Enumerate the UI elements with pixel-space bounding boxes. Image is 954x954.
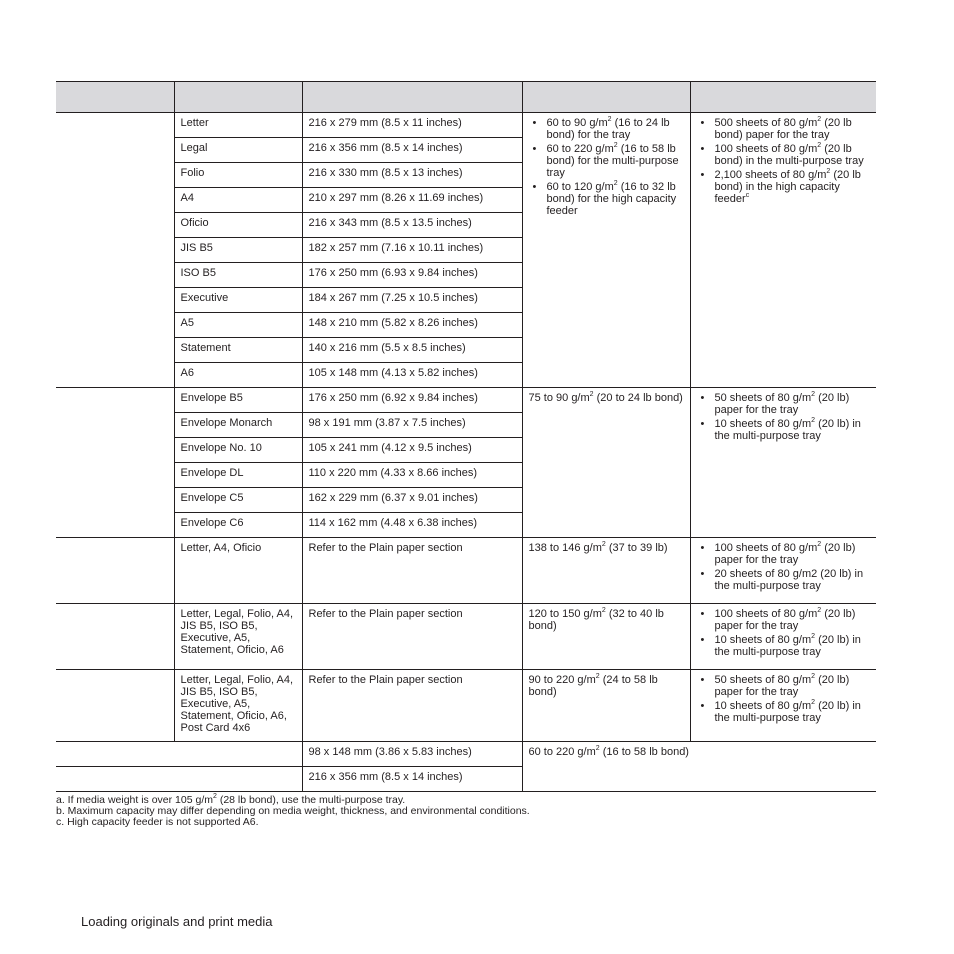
plain-dims: 216 x 343 mm (8.5 x 13.5 inches)	[308, 217, 472, 229]
custom-min-label	[56, 742, 302, 767]
media-spec-table	[56, 81, 876, 792]
group5-weight: 90 to 220 $g/m^2$ (24 to 58 lb bond)	[528, 673, 658, 698]
group3-row	[56, 538, 876, 604]
envelope-size: Envelope C5	[180, 492, 244, 504]
group3-weight: 138 to 146 $g/m^2$ (37 to 39 lb)	[528, 541, 668, 554]
plain-size: Oficio	[180, 217, 209, 229]
plain-dims: 216 x 279 mm (8.5 x 11 inches)	[308, 117, 462, 129]
group4-sizes: Letter, Legal, Folio, A4, JIS B5, ISO B5, Executive, A5, Statement, Oficio, A6	[180, 608, 294, 656]
group5-type	[56, 670, 174, 742]
footnote-a: a. If media weight is over 105 $g/m^2$ (28 lb bond), use the multi-purpose tray.	[56, 793, 406, 806]
envelope-size: Envelope Monarch	[180, 417, 273, 429]
plain-size: A5	[180, 317, 194, 329]
plain-weight: • 60 to 90 $g/m^2$ (16 to 24 lb bond) for the tray • 60 to 220 $g/m^2$ (16 to 58 lb bond) for the multi-purpose tray • 60 to 120 $g/m^2$ (16 to 32 lb bond) for the high capacity feeder	[529, 117, 684, 217]
plain-size: ISO B5	[180, 267, 216, 279]
custom-max-dims: 216 x 356 mm (8.5 x 14 inches)	[308, 771, 463, 783]
table-header-row	[56, 82, 876, 113]
envelope-type	[56, 388, 174, 538]
custom-weight: 60 to 220 $g/m^2$ (16 to 58 lb bond)	[528, 745, 689, 758]
envelope-dims: 105 x 241 mm (4.12 x 9.5 inches)	[308, 442, 472, 454]
header-capacity	[690, 82, 876, 113]
custom-min-dims: 98 x 148 mm (3.86 x 5.83 inches)	[308, 746, 472, 758]
header-dimensions	[302, 82, 522, 113]
group4-type	[56, 604, 174, 670]
envelope-capacity: • 50 sheets of 80 $g/m^2$ (20 lb) paper for the tray • 10 sheets of 80 $g/m^2$ (20 lb) in the multi-purpose tray	[697, 392, 871, 442]
plain-dims: 176 x 250 mm (6.93 x 9.84 inches)	[308, 267, 478, 279]
envelope-dims: 110 x 220 mm (4.33 x 8.66 inches)	[308, 467, 478, 479]
plain-dims: 184 x 267 mm (7.25 x 10.5 inches)	[308, 292, 478, 304]
plain-dims: 140 x 216 mm (5.5 x 8.5 inches)	[308, 342, 466, 354]
group4-row	[56, 604, 876, 670]
plain-dims: 216 x 330 mm (8.5 x 13 inches)	[308, 167, 463, 179]
envelope-size: Envelope No. 10	[180, 442, 262, 454]
plain-size: A6	[180, 367, 194, 379]
envelope-size: Envelope DL	[180, 467, 244, 479]
group5-dims: Refer to the Plain paper section	[308, 674, 463, 686]
header-size	[174, 82, 302, 113]
plain-dims: 105 x 148 mm (4.13 x 5.82 inches)	[308, 367, 478, 379]
group5-row	[56, 670, 876, 742]
plain-dims: 210 x 297 mm (8.26 x 11.69 inches)	[308, 192, 484, 204]
envelope-dims: 176 x 250 mm (6.92 x 9.84 inches)	[308, 392, 478, 404]
envelope-size: Envelope C6	[180, 517, 244, 529]
footnotes	[56, 795, 530, 828]
group3-type	[56, 538, 174, 604]
plain-paper-group	[56, 113, 876, 388]
plain-size: JIS B5	[180, 242, 213, 254]
group3-capacity: • 100 sheets of 80 $g/m^2$ (20 lb) paper for the tray • 20 sheets of 80 g/m2 (20 lb) in the multi-purpose tray	[697, 542, 871, 592]
group4-capacity: • 100 sheets of 80 $g/m^2$ (20 lb) paper for the tray • 10 sheets of 80 $g/m^2$ (20 lb) in the multi-purpose tray	[697, 608, 871, 658]
plain-size: Executive	[180, 292, 229, 304]
envelope-dims: 114 x 162 mm (4.48 x 6.38 inches)	[308, 517, 478, 529]
group5-capacity: • 50 sheets of 80 $g/m^2$ (20 lb) paper for the tray • 10 sheets of 80 $g/m^2$ (20 lb) in the multi-purpose tray	[697, 674, 871, 724]
footnote-b: b. Maximum capacity may differ depending on media weight, thickness, and environmental conditions.	[56, 805, 530, 817]
group3-sizes: Letter, A4, Oficio	[180, 542, 262, 554]
custom-min-row	[56, 742, 876, 767]
plain-dims: 148 x 210 mm (5.82 x 8.26 inches)	[308, 317, 478, 329]
footnote-c: c. High capacity feeder is not supported A6.	[56, 816, 259, 828]
plain-size: Folio	[180, 167, 205, 179]
custom-max-label	[56, 767, 302, 792]
plain-dims: 182 x 257 mm (7.16 x 10.11 inches)	[308, 242, 484, 254]
plain-capacity: • 500 sheets of 80 $g/m^2$ (20 lb bond) paper for the tray • 100 sheets of 80 $g/m^2$ (20 lb bond) in the multi-purpose tray • 2,100 sheets of 80 $g/m^2$ (20 lb bond) in the high capacity feeder$^c$	[697, 117, 871, 205]
envelope-dims: 98 x 191 mm (3.87 x 7.5 inches)	[308, 417, 466, 429]
envelope-size: Envelope B5	[180, 392, 243, 404]
plain-size: A4	[180, 192, 194, 204]
plain-size: Statement	[180, 342, 231, 354]
envelope-group	[56, 388, 876, 538]
page-footer: Loading originals and print media	[81, 914, 273, 929]
header-type	[56, 82, 174, 113]
envelope-row	[56, 388, 876, 413]
plain-type	[56, 113, 174, 388]
header-weight	[522, 82, 690, 113]
group3-dims: Refer to the Plain paper section	[308, 542, 463, 554]
plain-dims: 216 x 356 mm (8.5 x 14 inches)	[308, 142, 463, 154]
plain-size: Letter	[180, 117, 209, 129]
plain-size: Legal	[180, 142, 208, 154]
group5-sizes: Letter, Legal, Folio, A4, JIS B5, ISO B5, Executive, A5, Statement, Oficio, A6, Post Card 4x6	[180, 674, 294, 734]
group4-dims: Refer to the Plain paper section	[308, 608, 463, 620]
plain-row	[56, 113, 876, 138]
envelope-dims: 162 x 229 mm (6.37 x 9.01 inches)	[308, 492, 478, 504]
group4-weight: 120 to 150 $g/m^2$ (32 to 40 lb bond)	[528, 607, 664, 632]
envelope-weight: 75 to 90 $g/m^2$ (20 to 24 lb bond)	[528, 391, 683, 404]
